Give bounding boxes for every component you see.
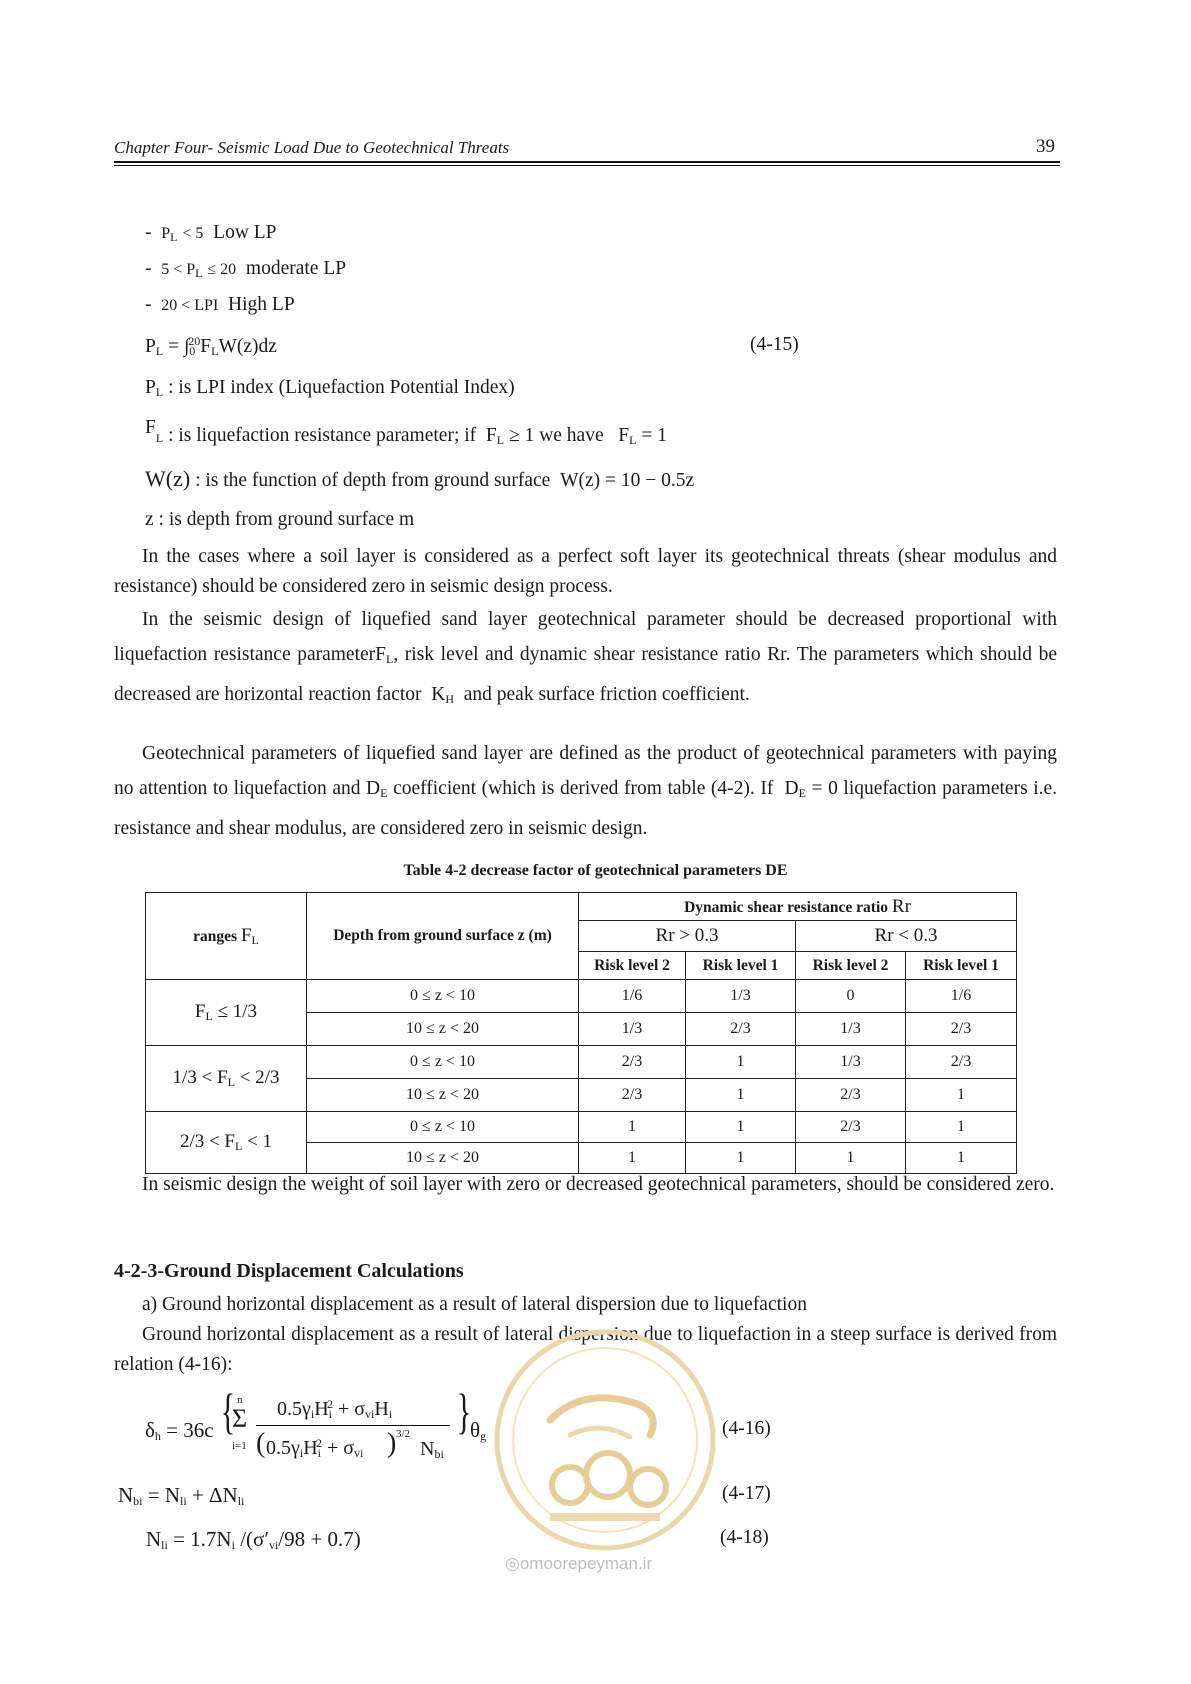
section-heading: 4-2-3-Ground Displacement Calculations	[114, 1260, 464, 1282]
value-cell: 2/3	[906, 1046, 1017, 1079]
value-cell: 1	[906, 1079, 1017, 1112]
value-cell: 1/6	[906, 980, 1017, 1013]
value-cell: 2/3	[796, 1112, 906, 1143]
header-rule	[114, 161, 1060, 163]
header-rr-greater: Rr > 0.3	[579, 921, 796, 952]
exponent: 3/2	[396, 1428, 411, 1440]
header-risk-level: Risk level 1	[686, 952, 796, 980]
equation-number-4-17: (4-17)	[722, 1483, 771, 1504]
sum-sign: Σ	[232, 1404, 248, 1433]
value-cell: 1/3	[579, 1013, 686, 1046]
table-row	[146, 1046, 1017, 1079]
page-number: 39	[1036, 136, 1055, 157]
value-cell: 1	[796, 1143, 906, 1174]
value-cell: 1/3	[796, 1046, 906, 1079]
range-cell: $1/3 < F_L < 2/3$	[146, 1046, 307, 1112]
paragraph-soft-layer: In the cases where a soil layer is considered as a perfect soft layer its geotechnical threats (shear modulus and resistance) should be considered zero in seismic design process.	[114, 546, 1057, 597]
value-cell: 1	[686, 1046, 796, 1079]
value-cell: 1	[686, 1112, 796, 1143]
header-risk-level: Risk level 2	[579, 952, 686, 980]
bullet-high-lp: - 20 < LPI High LP	[145, 294, 295, 315]
value-cell: 2/3	[579, 1046, 686, 1079]
theta-term: $\theta_g$	[470, 1418, 487, 1443]
bullet-moderate-lp: - $5 < P_L \le 20$ moderate LP	[145, 258, 347, 280]
depth-cell: 10 ≤ z < 20	[307, 1143, 579, 1174]
definition-pl: $P_L$ : is LPI index (Liquefaction Potential Index)	[145, 377, 515, 399]
value-cell: 1	[906, 1112, 1017, 1143]
bullet-low-lp: - $P_L < 5$ Low LP	[145, 222, 277, 244]
right-brace: }	[456, 1383, 472, 1439]
header-depth: Depth from ground surface z (m)	[307, 893, 579, 980]
range-cell: $F_L \le 1/3$	[146, 980, 307, 1046]
depth-cell: 0 ≤ z < 10	[307, 1112, 579, 1143]
watermark-seal-icon	[490, 1325, 720, 1555]
header-rule-thin	[114, 165, 1060, 166]
equation-number-4-16: (4-16)	[722, 1418, 771, 1439]
subsection-a: a) Ground horizontal displacement as a result of lateral dispersion due to liquefaction	[142, 1294, 807, 1315]
value-cell: 0	[796, 980, 906, 1013]
value-cell: 1/6	[579, 980, 686, 1013]
fraction-numerator: $0.5\gamma_iH_i^2 + \sigma_{vi}H_i$	[277, 1397, 393, 1421]
paragraph-liquefied-sand: In the seismic design of liquefied sand layer geotechnical parameter should be decreased proportional with liquefaction resistance parameterF$_L$, risk level and dynamic shear resistance ratio Rr. The parameters which should be decreased are horizontal reaction factor $K_H$ and peak surface friction coefficient.	[114, 609, 1058, 706]
value-cell: 1/3	[686, 980, 796, 1013]
paragraph-soil-weight: In seismic design the weight of soil layer with zero or decreased geotechnical parameters, should be considered zero.	[142, 1174, 1055, 1195]
depth-cell: 10 ≤ z < 20	[307, 1013, 579, 1046]
header-risk-level: Risk level 1	[906, 952, 1017, 980]
value-cell: 2/3	[686, 1013, 796, 1046]
running-header: Chapter Four- Seismic Load Due to Geotechnical Threats	[114, 138, 510, 157]
value-cell: 2/3	[579, 1079, 686, 1112]
left-brace: {	[220, 1383, 236, 1439]
depth-cell: 10 ≤ z < 20	[307, 1079, 579, 1112]
fraction-bar	[256, 1425, 450, 1426]
table-row	[146, 980, 1017, 1013]
sum-upper: n	[237, 1394, 243, 1406]
header-risk-level: Risk level 2	[796, 952, 906, 980]
value-cell: 1	[906, 1143, 1017, 1174]
paren-open: (	[256, 1428, 266, 1459]
table-caption: Table 4-2 decrease factor of geotechnical parameters DE	[403, 862, 788, 879]
value-cell: 1	[686, 1079, 796, 1112]
depth-cell: 0 ≤ z < 10	[307, 1046, 579, 1079]
equation-number-4-15: (4-15)	[750, 334, 799, 355]
value-cell: 2/3	[796, 1079, 906, 1112]
watermark-url: ◎omoorepeyman.ir	[505, 1554, 653, 1573]
value-cell: 1/3	[796, 1013, 906, 1046]
decrease-factor-table	[145, 892, 1017, 1174]
value-cell: 1	[686, 1143, 796, 1174]
value-cell: 1	[579, 1112, 686, 1143]
denominator-n: $N_{bi}$	[420, 1438, 444, 1461]
paragraph-de-coefficient: Geotechnical parameters of liquefied sand layer are defined as the product of geotechnical parameters with paying no attention to liquefaction and $D_E$ coefficient (which is derived from table (4-2). If $D_E = 0$ liquefaction parameters i.e. resistance and shear modulus, are considered zero in seismic design.	[114, 743, 1058, 839]
equation-4-17: $N_{bi} = N_{li} + \Delta N_{li}$	[118, 1483, 245, 1508]
header-ranges: ranges $F_L$	[146, 893, 307, 980]
header-dynamic-ratio: Dynamic shear resistance ratio Rr	[579, 893, 1017, 921]
definition-wz: W(z) : is the function of depth from ground surface W(z) = 10 − 0.5z	[145, 466, 695, 491]
sum-lower: i=1	[232, 1440, 247, 1452]
equation-4-16-lhs: $\delta_h = 36c$	[145, 1418, 214, 1443]
value-cell: 1	[579, 1143, 686, 1174]
equation-number-4-18: (4-18)	[720, 1527, 769, 1548]
header-rr-less: Rr < 0.3	[796, 921, 1017, 952]
paren-close: )	[387, 1428, 397, 1459]
value-cell: 2/3	[906, 1013, 1017, 1046]
fraction-denominator: $0.5\gamma_iH_i^2 + \sigma_{vi}$	[266, 1436, 364, 1460]
paragraph-relation-4-16: Ground horizontal displacement as a result of lateral dispersion due to liquefaction in a steep surface is derived from relation (4-16):	[114, 1324, 1057, 1375]
depth-cell: 0 ≤ z < 10	[307, 980, 579, 1013]
table-row	[146, 1112, 1017, 1143]
definition-fl: $F_L$ : is liquefaction resistance parameter; if $F_L \ge 1$ we have $F_L = 1$	[145, 417, 667, 447]
range-cell: $2/3 < F_L < 1$	[146, 1112, 307, 1174]
equation-4-15: $P_L = \int_0^{20}F_LW(z)dz$	[145, 334, 277, 358]
definition-z: z : is depth from ground surface m	[145, 509, 415, 530]
equation-4-18: $N_{li} = 1.7N_i$ $/(\sigma'_{vi}/98 + 0.7)$	[146, 1527, 361, 1552]
